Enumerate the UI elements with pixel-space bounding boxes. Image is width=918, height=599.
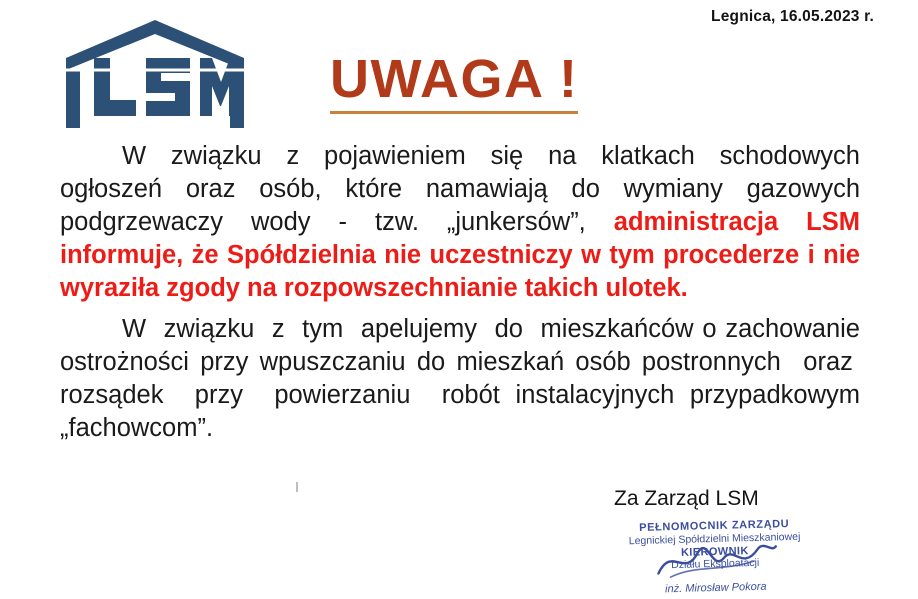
stamp-line-1: PEŁNOMOCNIK ZARZĄDU (639, 518, 790, 534)
date-line: Legnica, 16.05.2023 r. (711, 8, 874, 25)
stray-mark (296, 482, 298, 492)
notice-body (60, 140, 860, 445)
page-title: UWAGA ! (330, 52, 578, 114)
signoff-line: Za Zarząd LSM (614, 487, 759, 510)
paragraph-1-lead: W związku z pojawieniem się na klatkach schodowych ogłoszeń oraz osób, które namawiają do wymiany gazowych podgrzewaczy wody - tzw. „junkersów”, (60, 142, 860, 236)
paragraph-2: W związku z tym apelujemy do mieszkańców o zachowanie ostrożności przy wpuszczaniu do mieszkań osób postronnych oraz rozsądek przy powierzaniu robót instalacyjnych przypadkowym „fachowcom”. (60, 315, 860, 442)
stamp-line-4: Działu Eksploatacji (671, 556, 760, 572)
paragraph-1 (60, 140, 860, 305)
stamp-line-3: KIEROWNIK (680, 545, 749, 559)
stamp-line-2: Legnickiej Spółdzielni Mieszkaniowej (628, 530, 801, 548)
paragraph-1-highlight: administracja LSM informuje, że Spółdzielnia nie uczestniczy w tym procederze i nie wyraziła zgody na rozpowszechnianie takich ulotek. (60, 208, 860, 302)
lsm-logo (60, 18, 250, 130)
stamp-line-5: inż. Mirosław Pokora (664, 580, 767, 596)
official-stamp (589, 517, 841, 596)
